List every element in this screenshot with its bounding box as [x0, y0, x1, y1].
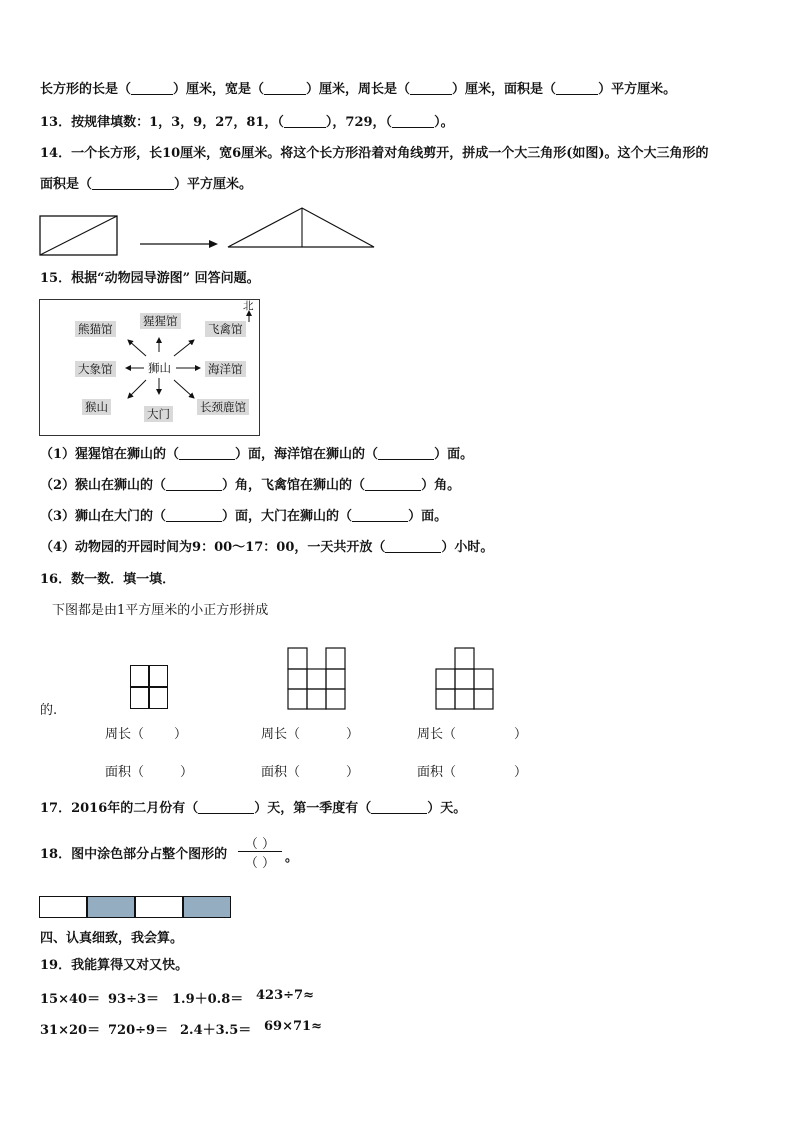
- q14-text: ）平方厘米。: [174, 177, 253, 192]
- unit-square: [149, 665, 168, 687]
- q15-sub3: [40, 508, 447, 526]
- answer-blank[interactable]: [556, 82, 598, 95]
- bar-cell-shaded: [183, 896, 231, 918]
- answer-blank[interactable]: [166, 478, 222, 491]
- q15-sub4: [40, 539, 493, 557]
- grid-figure-3: [435, 647, 495, 711]
- bar-cell-shaded: [87, 896, 135, 918]
- calc-item: 15×40＝: [40, 992, 101, 1007]
- answer-blank[interactable]: [392, 115, 434, 128]
- q15-text: ）小时。: [441, 540, 494, 555]
- q14-line1: [40, 145, 709, 163]
- grid-figure-1: [130, 665, 168, 709]
- q15-text: ）面。: [408, 509, 448, 524]
- map-giraffe: 长颈鹿馆: [197, 399, 249, 415]
- q18-end: 。: [285, 850, 299, 865]
- q12-text: ）平方厘米。: [598, 82, 677, 97]
- fraction-denominator[interactable]: （ ）: [244, 856, 276, 871]
- perimeter-3: 周长（ ）: [417, 727, 528, 742]
- map-panda: 熊猫馆: [75, 321, 116, 337]
- perimeter-1: 周长（ ）: [105, 727, 188, 742]
- calc-item: 2.4＋3.5＝: [180, 1023, 252, 1038]
- map-elephant: 大象馆: [75, 361, 116, 377]
- calc-item: 31×20＝: [40, 1023, 101, 1038]
- zoo-map: [39, 299, 260, 436]
- diagonal-line: [40, 216, 117, 255]
- q13-text: ）。: [434, 115, 454, 130]
- perimeter-2: 周长（ ）: [261, 727, 360, 742]
- area-2: 面积（ ）: [261, 765, 360, 780]
- answer-blank[interactable]: [284, 115, 326, 128]
- q16-desc: [52, 602, 268, 620]
- area-3: 面积（ ）: [417, 765, 528, 780]
- calc-item: 93÷3＝: [108, 992, 160, 1007]
- fraction-numerator[interactable]: （ ）: [244, 837, 276, 852]
- q13-text: 13．按规律填数：1，3，9，27，81，（: [40, 115, 284, 130]
- q15-sub2: [40, 477, 460, 495]
- answer-blank[interactable]: [365, 478, 421, 491]
- map-monkey: 猴山: [82, 399, 111, 415]
- q15-text: ）角，飞禽馆在狮山的（: [222, 478, 366, 493]
- unit-square: [149, 687, 168, 709]
- unit-square: [130, 687, 149, 709]
- q15-sub1: [40, 446, 473, 464]
- calc-item: 423÷7≈: [256, 988, 314, 1003]
- section-4-heading: [40, 930, 183, 948]
- q17-text: ）天，第一季度有（: [254, 801, 372, 816]
- answer-blank[interactable]: [385, 540, 441, 553]
- q15-text: （1）猩猩馆在狮山的（: [40, 447, 180, 462]
- q14-text: 14．一个长方形，长10厘米，宽6厘米。将这个长方形沿着对角线剪开，拼成一个大三角形(如图)。这个大三角形的: [40, 146, 709, 161]
- fraction-blank[interactable]: [238, 833, 282, 870]
- answer-blank[interactable]: [131, 82, 173, 95]
- north-label: 北: [243, 300, 254, 312]
- shaded-bar: [39, 896, 231, 918]
- answer-blank[interactable]: [352, 509, 408, 522]
- map-lion: 狮山: [148, 361, 171, 375]
- answer-blank[interactable]: [378, 447, 434, 460]
- q17-line: [40, 800, 466, 818]
- q14-figure: [38, 205, 378, 257]
- section-4-text: 四、认真细致，我会算。: [40, 931, 184, 946]
- map-orangutan: 猩猩馆: [140, 313, 181, 329]
- q15-title: [40, 270, 260, 288]
- q18-text: 18．图中涂色部分占整个图形的: [40, 847, 228, 862]
- answer-blank[interactable]: [179, 447, 235, 460]
- q12-text: 长方形的长是（: [40, 82, 132, 97]
- arrowhead: [209, 240, 218, 248]
- q17-text: ）天。: [427, 801, 467, 816]
- q16-title: [40, 571, 175, 589]
- calc-item: 1.9＋0.8＝: [172, 992, 244, 1007]
- q15-text: ）面，海洋馆在狮山的（: [235, 447, 379, 462]
- map-bird: 飞禽馆: [205, 321, 246, 337]
- bar-cell-empty: [39, 896, 87, 918]
- q16-text: 的.: [40, 703, 58, 718]
- q12-text: ）厘米，周长是（: [306, 82, 411, 97]
- q14-line2: [40, 176, 252, 194]
- answer-blank[interactable]: [198, 801, 254, 814]
- q17-text: 17．2016年的二月份有（: [40, 801, 199, 816]
- q15-text: （4）动物园的开园时间为9：00～17：00，一天共开放（: [40, 540, 386, 555]
- triangle-shape: [228, 208, 374, 247]
- q16-tail: [40, 702, 57, 720]
- q15-text: ）面。: [434, 447, 474, 462]
- answer-blank[interactable]: [264, 82, 306, 95]
- q13-line: [40, 114, 454, 132]
- q12-text: ）厘米，宽是（: [173, 82, 265, 97]
- q13-text: ），729，（: [325, 115, 393, 130]
- q18-line: [40, 846, 227, 864]
- q15-text: （3）狮山在大门的（: [40, 509, 167, 524]
- map-gate: 大门: [144, 406, 173, 422]
- map-ocean: 海洋馆: [205, 361, 246, 377]
- q16-text: 下图都是由1平方厘米的小正方形拼成: [52, 603, 269, 618]
- q16-text: 16．数一数．填一填．: [40, 572, 176, 587]
- unit-square: [130, 665, 149, 687]
- q19-title: [40, 957, 188, 975]
- q14-text: 面积是（: [40, 177, 93, 192]
- answer-blank[interactable]: [371, 801, 427, 814]
- answer-blank[interactable]: [92, 177, 174, 190]
- q15-text: ）角。: [421, 478, 461, 493]
- area-1: 面积（ ）: [105, 765, 194, 780]
- calc-item: 69×71≈: [264, 1019, 322, 1034]
- answer-blank[interactable]: [410, 82, 452, 95]
- bar-cell-empty: [135, 896, 183, 918]
- q12-text: ）厘米，面积是（: [452, 82, 557, 97]
- q15-text: 15．根据“动物园导游图” 回答问题。: [40, 271, 260, 286]
- q12-line: [40, 81, 676, 99]
- grid-figure-2: [287, 647, 347, 711]
- calc-item: 720÷9＝: [108, 1023, 169, 1038]
- answer-blank[interactable]: [166, 509, 222, 522]
- q15-text: ）面，大门在狮山的（: [222, 509, 353, 524]
- q15-text: （2）猴山在狮山的（: [40, 478, 167, 493]
- q19-text: 19．我能算得又对又快。: [40, 958, 189, 973]
